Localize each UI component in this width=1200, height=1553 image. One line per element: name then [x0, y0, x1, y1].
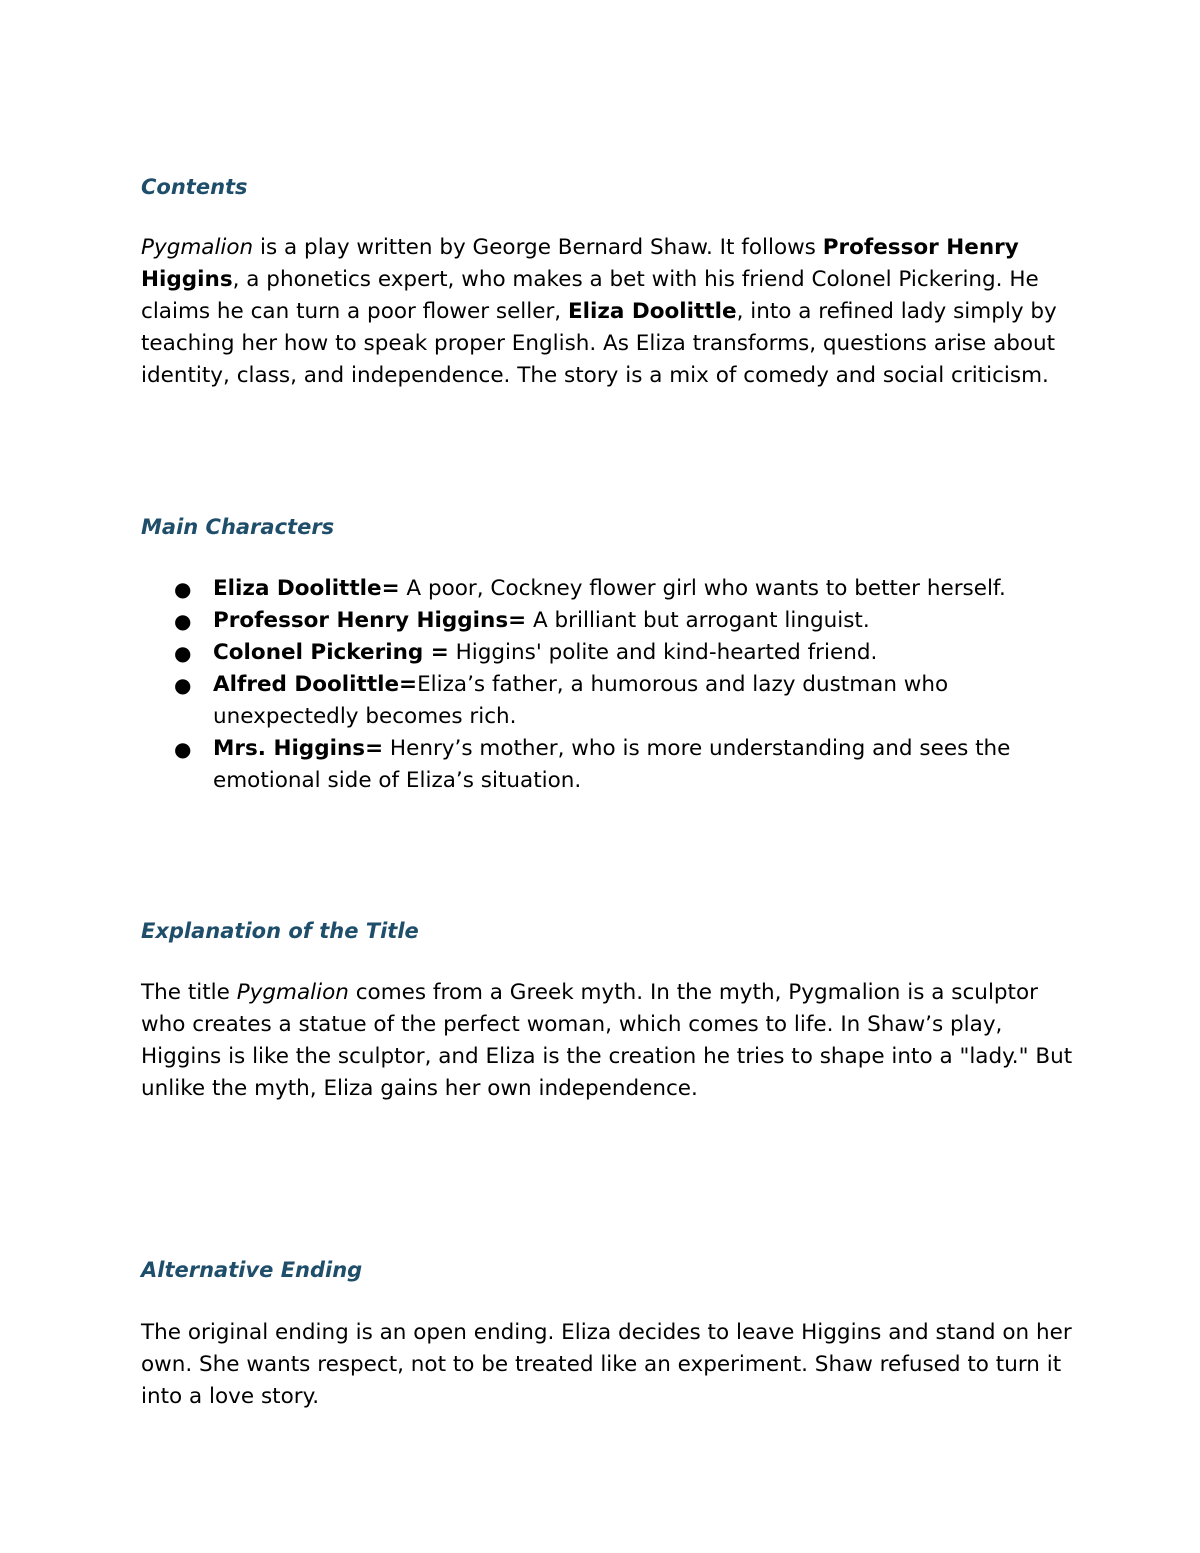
main-characters-heading: Main Characters: [141, 515, 335, 539]
bullet-icon: ●: [174, 609, 192, 633]
characters-list: [141, 573, 1081, 797]
play-title: Pygmalion: [141, 235, 254, 260]
list-item: ● Colonel Pickering = Higgins' polite and kind-hearted friend.: [141, 637, 1081, 669]
alternative-ending-heading: Alternative Ending: [141, 1258, 363, 1282]
list-item: ● Mrs. Higgins= Henry’s mother, who is more understanding and sees the emotional side of Eliza’s situation.: [141, 733, 1081, 797]
title-explanation-heading: Explanation of the Title: [141, 919, 419, 943]
alternative-ending-paragraph: The original ending is an open ending. Eliza decides to leave Higgins and stand on her own. She wants respect, not to be treated like an experiment. Shaw refused to turn it into a love story.: [141, 1320, 1072, 1409]
play-title: Pygmalion: [236, 980, 349, 1005]
bullet-icon: ●: [174, 641, 192, 665]
contents-heading: Contents: [141, 175, 248, 199]
bullet-icon: ●: [174, 737, 192, 761]
contents-paragraph: Pygmalion is a play written by George Bernard Shaw. It follows Professor Henry Higgins, a phonetics expert, who makes a bet with his friend Colonel Pickering. He claims he can turn a poor flower seller, Eliza Doolittle, into a refined lady simply by teaching her how to speak proper English. As Eliza transforms, questions arise about identity, class, and independence. The story is a mix of comedy and social criticism.: [141, 235, 1057, 388]
bullet-icon: ●: [174, 673, 192, 697]
eliza-name: Eliza Doolittle: [567, 299, 737, 324]
higgins-name: Professor Henry Higgins: [141, 235, 1019, 292]
list-item: ● Professor Henry Higgins= A brilliant but arrogant linguist.: [141, 605, 1081, 637]
list-item: ● Alfred Doolittle=Eliza’s father, a humorous and lazy dustman who unexpectedly becomes rich.: [141, 669, 1081, 733]
title-explanation-paragraph: The title Pygmalion comes from a Greek myth. In the myth, Pygmalion is a sculptor who creates a statue of the perfect woman, which comes to life. In Shaw’s play, Higgins is like the sculptor, and Eliza is the creation he tries to shape into a "lady." But unlike the myth, Eliza gains her own independence.: [141, 980, 1073, 1101]
list-item: ● Eliza Doolittle= A poor, Cockney flower girl who wants to better herself.: [141, 573, 1081, 605]
bullet-icon: ●: [174, 577, 192, 601]
